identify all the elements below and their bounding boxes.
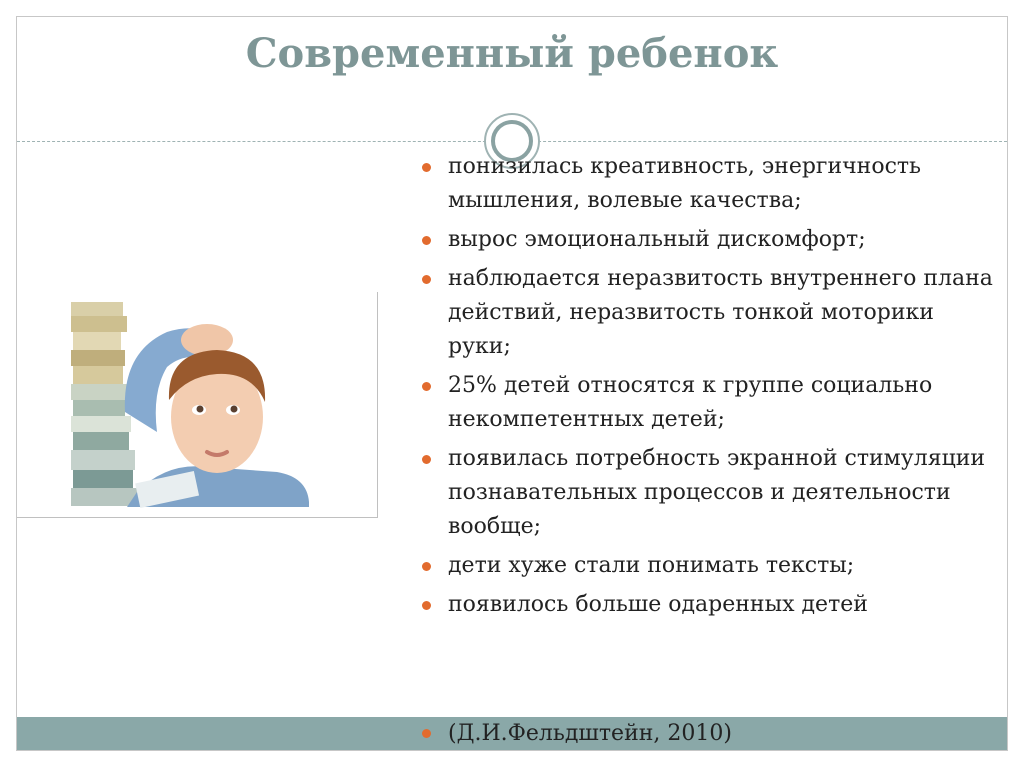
bullet-marker-icon [422, 163, 431, 172]
boy-illustration [17, 292, 377, 517]
bullet-text: появилось больше одаренных детей [448, 592, 868, 617]
bullet-marker-icon [422, 455, 431, 464]
citation [420, 717, 732, 750]
bullet-item [420, 262, 1000, 364]
bullet-text: дети хуже стали понимать тексты; [448, 553, 855, 578]
bullet-item [420, 549, 1000, 583]
bullet-marker-icon [422, 275, 431, 284]
bullet-text: 25% детей относятся к группе социально некомпетентных детей; [448, 373, 933, 432]
bullet-item [420, 369, 1000, 437]
bullet-item [420, 150, 1000, 218]
boy-with-books-photo [17, 292, 378, 518]
bullet-text: появилась потребность экранной стимуляции познавательных процессов и деятельности вообще; [448, 446, 986, 539]
bullet-item [420, 442, 1000, 544]
bullet-text: понизилась креативность, энергичность мышления, волевые качества; [448, 154, 922, 213]
bullet-marker-icon [422, 236, 431, 245]
bullet-item [420, 223, 1000, 257]
bullet-marker-icon [422, 382, 431, 391]
bullet-text: наблюдается неразвитость внутреннего плана действий, неразвитость тонкой моторики руки; [448, 266, 993, 359]
citation-text: (Д.И.Фельдштейн, 2010) [448, 721, 732, 746]
bullet-list [420, 150, 1000, 627]
bullet-text: вырос эмоциональный дискомфорт; [448, 227, 866, 252]
slide-title: Современный ребенок [245, 30, 779, 77]
bullet-marker-icon [422, 601, 431, 610]
bullet-item [420, 588, 1000, 622]
bullet-marker-icon [422, 562, 431, 571]
bullet-marker-icon [422, 729, 431, 738]
